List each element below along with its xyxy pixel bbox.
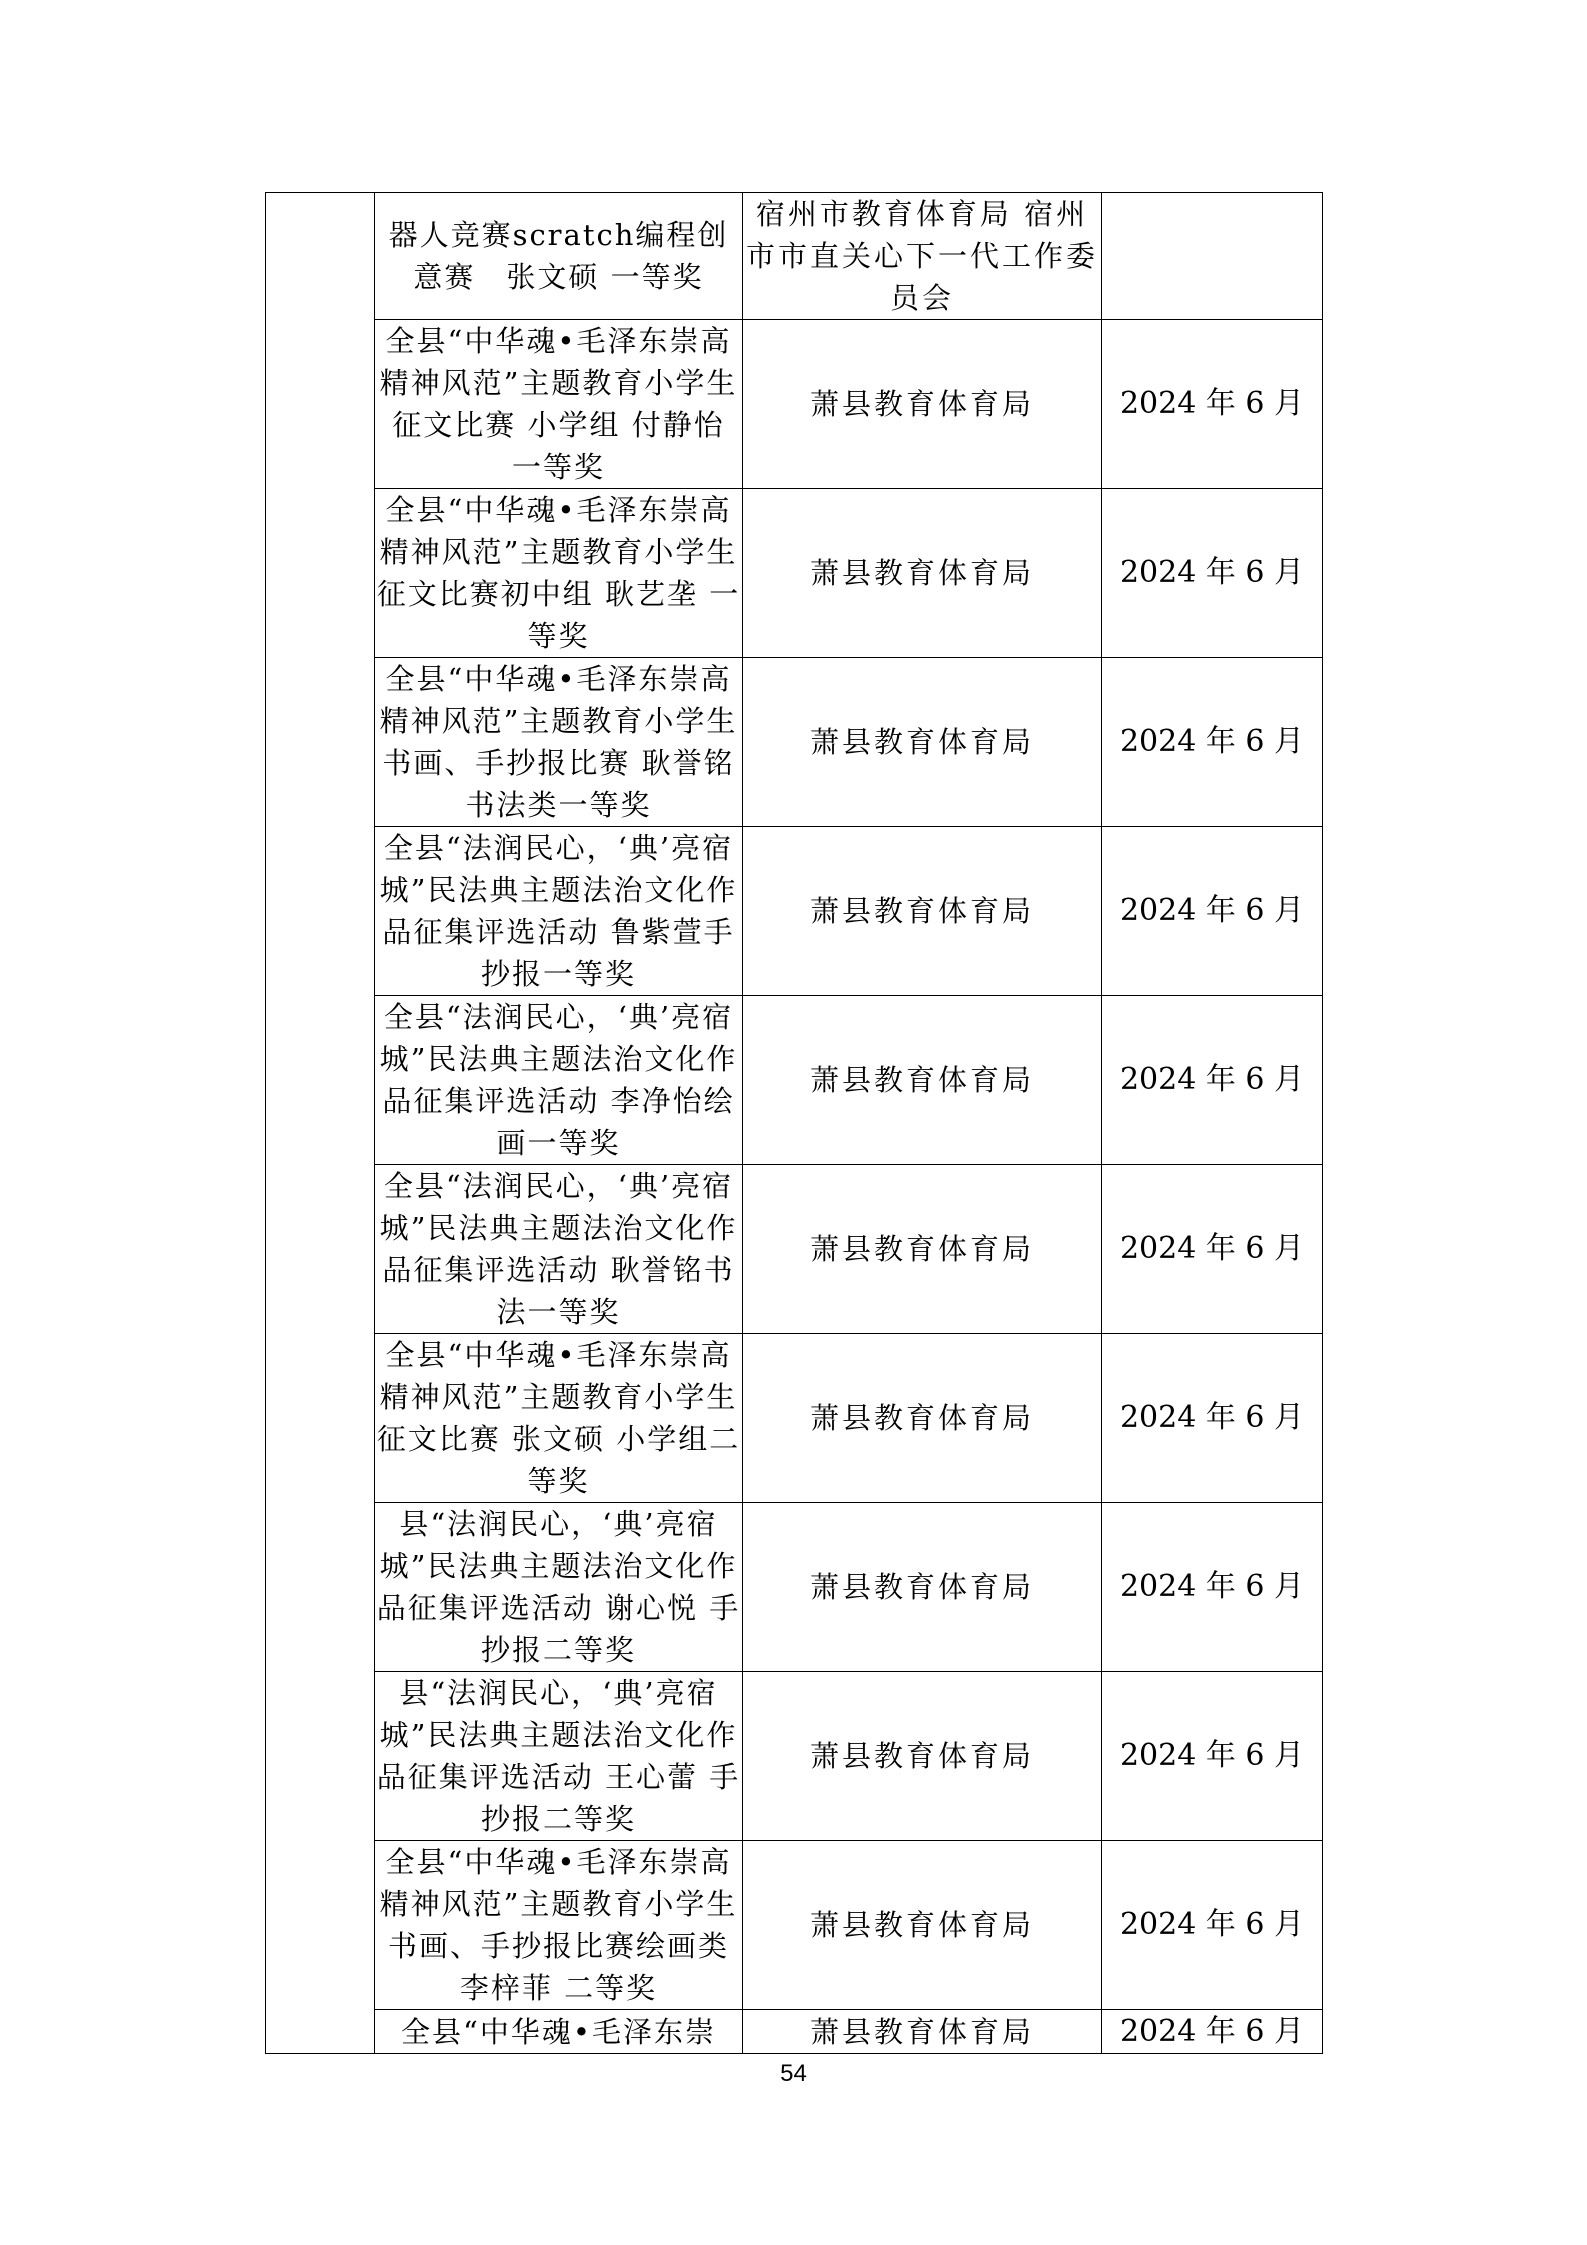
issuer: 萧县教育体育局 [809,556,1034,590]
issuer-cell [743,193,1102,320]
award-content-cell [375,827,743,996]
award-content-cell [375,1841,743,2010]
date-cell [1102,320,1323,489]
award-content-cell [375,658,743,827]
award-content: 全县“中华魂•毛泽东崇高精神风范”主题教育小学生征文比赛 小学组 付静怡 一等奖 [379,324,738,484]
award-content: 全县“法润民心，‘典’亮宿城”民法典主题法治文化作品征集评选活动 鲁紫萱手抄报一等奖 [379,831,738,991]
issuer: 萧县教育体育局 [809,1401,1034,1435]
issuer: 萧县教育体育局 [809,1908,1034,1942]
page-number: 54 [780,2060,807,2087]
award-content-cell [375,996,743,1165]
date-cell [1102,489,1323,658]
award-content-cell [375,320,743,489]
date-cell [1102,2010,1323,2054]
table-row [266,489,1323,658]
award-date: 2024 年 6 月 [1119,555,1305,590]
issuer: 萧县教育体育局 [809,725,1034,759]
issuer: 萧县教育体育局 [809,2014,1034,2049]
date-cell [1102,658,1323,827]
issuer-cell [743,1334,1102,1503]
issuer: 萧县教育体育局 [809,387,1034,421]
issuer: 萧县教育体育局 [809,894,1034,928]
table-row [266,1841,1323,2010]
date-cell [1102,827,1323,996]
table-row [266,1165,1323,1334]
issuer-cell [743,320,1102,489]
table-row [266,2010,1323,2054]
award-date: 2024 年 6 月 [1119,1400,1305,1435]
award-content: 全县“法润民心，‘典’亮宿城”民法典主题法治文化作品征集评选活动 李净怡绘画一等奖 [379,1000,738,1160]
award-date: 2024 年 6 月 [1119,2013,1305,2049]
award-date: 2024 年 6 月 [1119,386,1305,421]
award-content: 全县“中华魂•毛泽东崇 [401,2014,716,2049]
table-row [266,1672,1323,1841]
issuer: 萧县教育体育局 [809,1232,1034,1266]
table-row [266,996,1323,1165]
table-row [266,193,1323,320]
date-cell [1102,1165,1323,1334]
table-row [266,320,1323,489]
award-content: 县“法润民心，‘典’亮宿城”民法典主题法治文化作品征集评选活动 王心蕾 手抄报二等奖 [376,1676,741,1836]
award-date: 2024 年 6 月 [1119,1907,1305,1942]
award-content: 全县“法润民心，‘典’亮宿城”民法典主题法治文化作品征集评选活动 耿誉铭书法一等奖 [379,1169,738,1329]
issuer-cell [743,2010,1102,2054]
award-content-cell [375,1334,743,1503]
issuer-cell [743,1503,1102,1672]
issuer: 萧县教育体育局 [809,1739,1034,1773]
award-date: 2024 年 6 月 [1119,1231,1305,1266]
table-row [266,658,1323,827]
award-content-cell [375,193,743,320]
award-content-cell [375,1503,743,1672]
award-content: 全县“中华魂•毛泽东崇高精神风范”主题教育小学生征文比赛初中组 耿艺垄 一等奖 [376,493,741,653]
award-date: 2024 年 6 月 [1119,724,1305,759]
award-content-cell [375,1672,743,1841]
award-date: 2024 年 6 月 [1119,893,1305,928]
date-cell [1102,1672,1323,1841]
date-cell [1102,1334,1323,1503]
issuer: 萧县教育体育局 [809,1063,1034,1097]
issuer-cell [743,827,1102,996]
issuer: 宿州市教育体育局 宿州市市直关心下一代工作委员会 [745,197,1098,315]
date-cell [1102,996,1323,1165]
issuer-cell [743,1672,1102,1841]
date-cell [1102,1841,1323,2010]
award-content-cell [375,2010,743,2054]
award-date: 2024 年 6 月 [1119,1738,1305,1773]
issuer-cell [743,489,1102,658]
award-content: 器人竞赛scratch编程创意赛 张文硕 一等奖 [388,218,729,294]
award-content: 全县“中华魂•毛泽东崇高精神风范”主题教育小学生征文比赛 张文硕 小学组二等奖 [376,1338,741,1498]
award-date: 2024 年 6 月 [1119,1062,1305,1097]
award-content-cell [375,489,743,658]
award-content: 全县“中华魂•毛泽东崇高精神风范”主题教育小学生书画、手抄报比赛绘画类 李梓菲 二等奖 [379,1845,738,2005]
table-row [266,1503,1323,1672]
category-cell [266,193,375,2054]
issuer-cell [743,1165,1102,1334]
awards-table [265,192,1323,2054]
award-content-cell [375,1165,743,1334]
date-cell [1102,1503,1323,1672]
date-cell [1102,193,1323,320]
issuer-cell [743,996,1102,1165]
award-content: 县“法润民心，‘典’亮宿城”民法典主题法治文化作品征集评选活动 谢心悦 手抄报二等奖 [376,1507,741,1667]
issuer-cell [743,1841,1102,2010]
award-date: 2024 年 6 月 [1119,1569,1305,1604]
table-row [266,827,1323,996]
table-row [266,1334,1323,1503]
award-content: 全县“中华魂•毛泽东崇高精神风范”主题教育小学生书画、手抄报比赛 耿誉铭 书法类一等奖 [379,662,738,822]
issuer-cell [743,658,1102,827]
issuer: 萧县教育体育局 [809,1570,1034,1604]
